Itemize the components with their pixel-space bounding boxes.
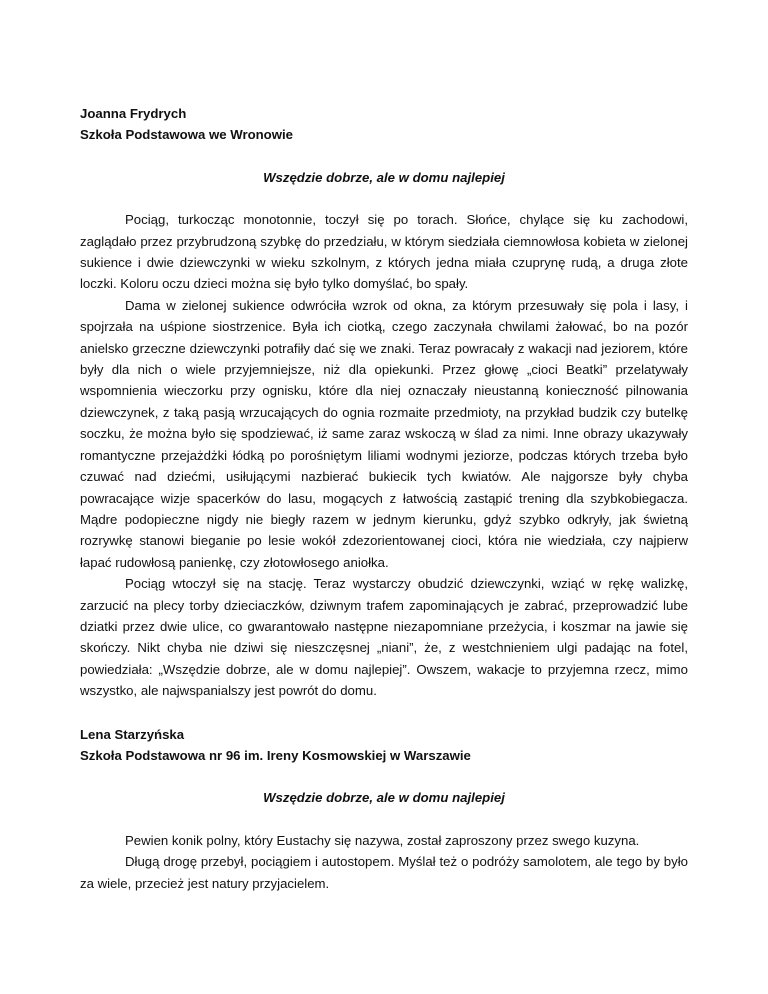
document-page bbox=[80, 103, 688, 894]
essay-paragraph: Pewien konik polny, który Eustachy się nazywa, został zaproszony przez swego kuzyna. bbox=[125, 832, 640, 848]
essay-paragraph: Dama w zielonej sukience odwróciła wzrok od okna, za którym przesuwały się pola i lasy, i spojrzała na uśpione siostrzenice. Była ich ciotką, czego zaczynała chwilami żałować, bo na pozór anielsko grzeczne dziewczynki potrafiły dać się we znaki. Teraz powracały z wakacji nad jeziorem, które były dla nich o wiele przyjemniejsze, niż dla opiekunki. Przez głowę „cioci Beatki” przelatywały wspomnienia wieczorku przy ognisku, które dla niej oznaczały nieustanną konieczność pilnowania dziewczynek, z taką pasją wrzucających do ognia rozmaite przedmioty, na przykład budzik czy butelkę soczku, że można było się spodziewać, iż same zaraz wskoczą w ślad za nimi. Inne obrazy ukazywały romantyczne przejażdżki łódką po porośniętym liliami wodnymi jeziorze, podczas których trzeba było czuwać nad dziećmi, usiłującymi nazbierać bukiecik tych kwiatów. Ale najgorsze były chyba powracające wizje spacerków do lasu, mogących z łatwością zastąpić trening dla szybkobiegacza. Mądre podopieczne nigdy nie biegły razem w jednym kierunku, gdyż szybko odkryły, jak świetną rozrywkę stanowi bieganie po lesie wokół zdezorientowanej cioci, która nie wiedziała, czy najpierw łapać rudowłosą panienkę, czy złotowłosego aniołka. bbox=[80, 297, 688, 570]
school-name: Szkoła Podstawowa nr 96 im. Ireny Kosmowskiej w Warszawie bbox=[80, 747, 471, 763]
author-name: Lena Starzyńska bbox=[80, 726, 185, 742]
essay-entry-2 bbox=[80, 724, 688, 894]
author-name: Joanna Frydrych bbox=[80, 106, 187, 121]
essay-paragraph: Pociąg, turkocząc monotonnie, toczył się po torach. Słońce, chylące się ku zachodowi, zaglądało przez przybrudzoną szybkę do przedziału, w którym siedziała ciemnowłosa kobieta w zielonej sukience i dwie dziewczynki w wieku szkolnym, z których jedna miała czuprynę rudą, a druga złote loczki. Koloru oczu dzieci można się było tylko domyślać, bo spały. bbox=[80, 212, 688, 292]
spacer bbox=[80, 188, 688, 209]
essay-entry-1 bbox=[80, 103, 688, 702]
essay-title: Wszędzie dobrze, ale w domu najlepiej bbox=[263, 169, 505, 185]
essay-paragraph: Długą drogę przebył, pociągiem i autostopem. Myślał też o podróży samolotem, ale tego by było za wiele, przecież jest natury przyjacielem. bbox=[80, 854, 688, 891]
essay-paragraph: Pociąg wtoczył się na stację. Teraz wystarczy obudzić dziewczynki, wziąć w rękę walizkę, zarzucić na plecy torby dzieciaczków, dziwnym trafem zapominających je zabrać, przeprowadzić lube dziatki przez dwie ulice, co gwarantowało następne niezapomniane przeżycia, i koszmar na jawie się skończy. Nikt chyba nie dziwi się nieszczęsnej „niani”, że, z westchnieniem ulgi padając na fotel, powiedziała: „Wszędzie dobrze, ale w domu najlepiej”. Owszem, wakacje to przyjemna rzecz, mimo wszystko, ale najwspanialszy jest powrót do domu. bbox=[80, 576, 688, 699]
essay-title: Wszędzie dobrze, ale w domu najlepiej bbox=[263, 790, 505, 806]
spacer bbox=[80, 809, 688, 830]
school-name: Szkoła Podstawowa we Wronowie bbox=[80, 127, 293, 143]
